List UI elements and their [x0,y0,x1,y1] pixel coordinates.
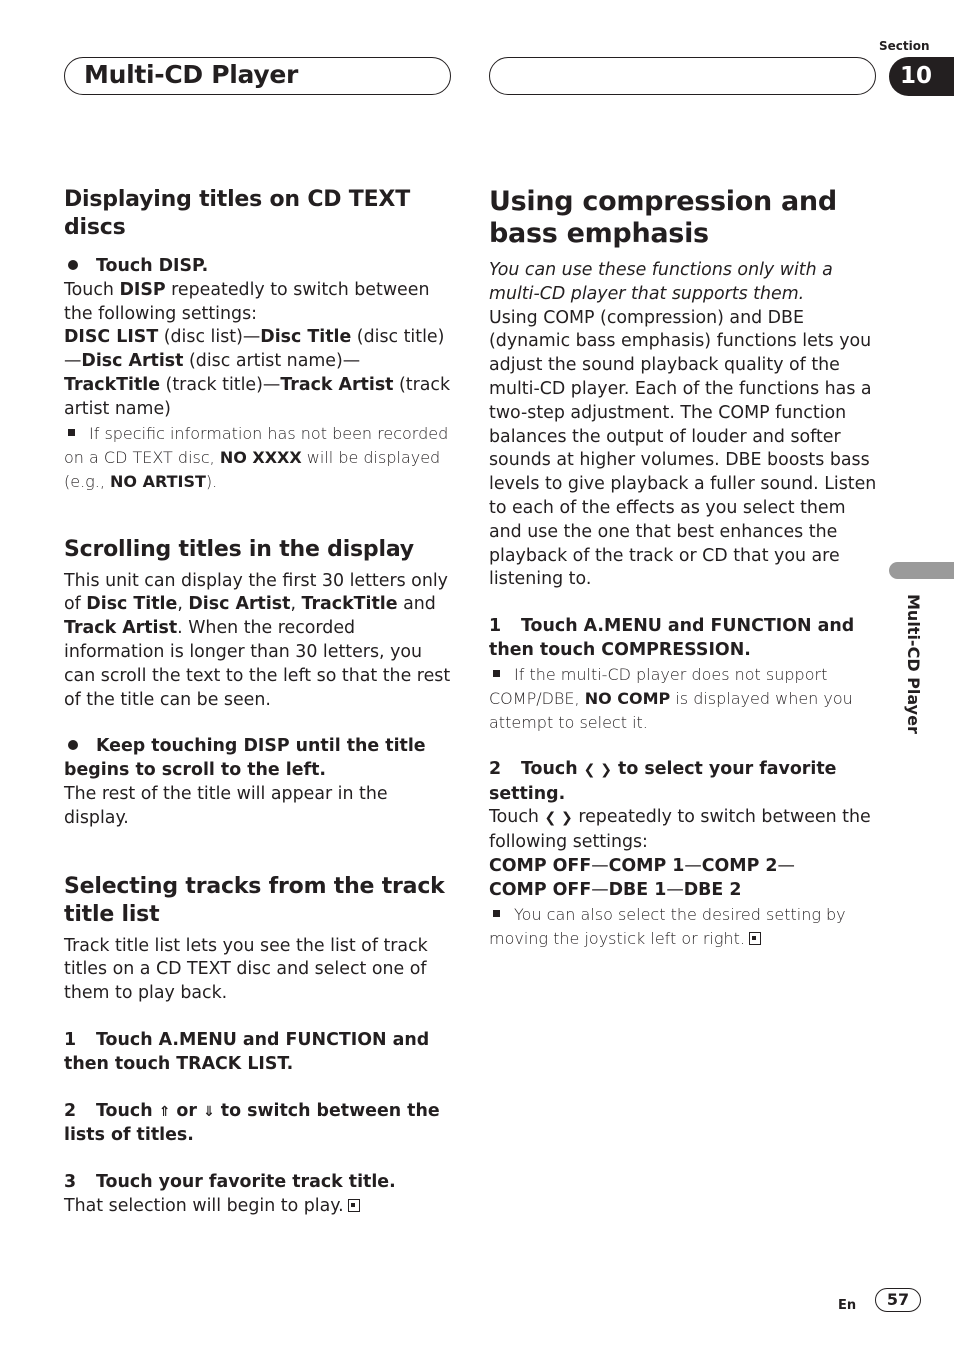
page-number: 57 [875,1288,921,1312]
paragraph-disp: Touch DISP repeatedly to switch between the following settings: [64,279,430,324]
double-chevron-up-icon: ⇑ [158,1103,171,1120]
bullet-keep-touching: Keep touching DISP until the title begins to scroll to the left. [64,736,426,781]
paragraph-track-title-list: Track title list lets you see the list of track titles on a CD TEXT disc and select one of them to play back. [64,935,428,1004]
language-label: En [838,1298,857,1313]
side-tab-label: Multi-CD Player [904,594,923,734]
bullet-icon [68,260,78,270]
note-icon [493,910,500,917]
paragraph-rest-of-title: The rest of the title will appear in the display. [64,783,388,828]
note-no-comp: If the multi-CD player does not support COMP/DBE, NO COMP is displayed when you attempt to select it. [489,664,853,732]
comp-settings-line-1: COMP OFF—COMP 1—COMP 2— [489,855,795,876]
step-1-compression: 1 Touch A.MENU and FUNCTION and then touch COMPRESSION. [489,616,855,660]
paragraph-switch-settings: Touch ❮ ❯ repeatedly to switch between the following settings: [489,807,871,853]
step-2-select-setting: 2 Touch ❮ ❯ to select your favorite setting. [489,758,837,804]
bullet-touch-disp: Touch DISP. [64,255,454,279]
step-2-switch-lists: 2 Touch ⇑ or ⇓ to switch between the lists of titles. [64,1100,440,1146]
page-title: Multi-CD Player [84,60,299,89]
note-icon [493,670,500,677]
comp-settings-line-2: COMP OFF—DBE 1—DBE 2 [489,879,742,900]
step-1-track-list: 1 Touch A.MENU and FUNCTION and then touch TRACK LIST. [64,1029,430,1074]
step-3-favorite-track: 3 Touch your favorite track title. [64,1172,396,1193]
left-column [64,186,454,1219]
end-mark-icon [749,932,761,945]
note-joystick: You can also select the desired setting by moving the joystick left or right. [489,904,846,948]
heading-scrolling-titles: Scrolling titles in the display [64,536,414,562]
left-right-chevron-icon: ❮ ❯ [583,761,612,778]
note-no-info: If specific information has not been recorded on a CD TEXT disc, NO XXXX will be displayed (e.g., NO ARTIST). [64,423,449,491]
heading-compression-bass: Using compression and bass emphasis [489,186,837,249]
paragraph-selection-play: That selection will begin to play. [64,1195,454,1219]
double-chevron-down-icon: ⇓ [203,1103,215,1120]
section-label: Section [879,39,930,53]
heading-displaying-titles: Displaying titles on CD TEXT discs [64,187,411,240]
header-blank-frame [489,57,876,95]
settings-list: DISC LIST (disc list)—Disc Title (disc title) —Disc Artist (disc artist name)—TrackTitle (track title)—Track Artist (track artist name) [64,327,451,419]
bullet-icon [68,740,78,750]
right-column [489,186,879,951]
intro-italic: You can use these functions only with a multi-CD player that supports them. [489,260,833,304]
paragraph-scrolling: This unit can display the first 30 letters only of Disc Title, Disc Artist, TrackTitle and Track Artist. When the recorded information is longer than 30 letters, you can scroll the text to the left so that the rest of the title can be seen. [64,570,451,710]
left-right-chevron-icon: ❮ ❯ [544,810,573,827]
heading-selecting-tracks: Selecting tracks from the track title list [64,873,445,927]
end-mark-icon [348,1199,360,1212]
section-number-tab: 10 [889,57,954,96]
side-tab-bar [889,562,954,579]
paragraph-comp-dbe: Using COMP (compression) and DBE (dynamic bass emphasis) functions lets you adjust the sound playback quality of the multi-CD player. Each of the functions has a two-step adjustment. The COMP function balances the output of louder and softer sounds at higher volumes. DBE boosts bass levels to give playback a fuller sound. Listen to each of the effects as you select them and use the one that best enhances the playback of the track or CD that you are listening to. [489,307,877,590]
note-icon [68,429,75,436]
